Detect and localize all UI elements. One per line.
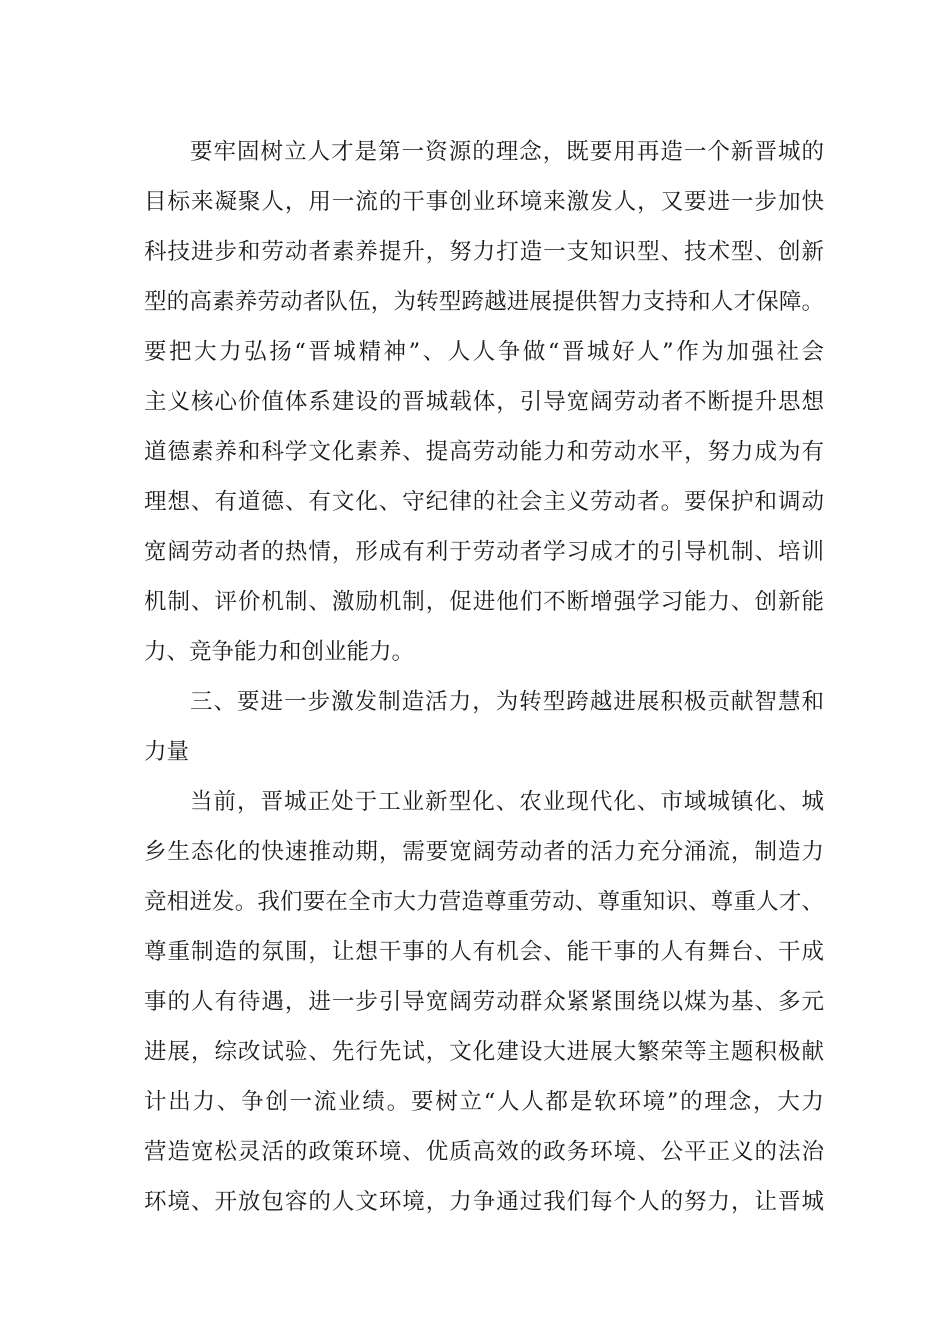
paragraph-line: 环境、开放包容的人文环境，力争通过我们每个人的努力，让晋城 (144, 1189, 824, 1215)
paragraph-line: 要把大力弘扬“晋城精神”、人人争做“晋城好人”作为加强社会 (144, 339, 824, 365)
paragraph-line: 力、竞争能力和创业能力。 (144, 639, 415, 665)
section-heading-line: 三、要进一步激发制造活力，为转型跨越进展积极贡献智慧和 (190, 689, 824, 715)
paragraph-line: 理想、有道德、有文化、守纪律的社会主义劳动者。要保护和调动 (144, 489, 824, 515)
paragraph-line: 道德素养和科学文化素养、提高劳动能力和劳动水平，努力成为有 (144, 439, 824, 465)
section-heading-line: 力量 (144, 739, 190, 765)
paragraph-line: 型的高素养劳动者队伍，为转型跨越进展提供智力支持和人才保障。 (144, 289, 824, 315)
paragraph-line: 尊重制造的氛围，让想干事的人有机会、能干事的人有舞台、干成 (144, 939, 824, 965)
paragraph-line: 事的人有待遇，进一步引导宽阔劳动群众紧紧围绕以煤为基、多元 (144, 989, 824, 1015)
paragraph-line: 宽阔劳动者的热情，形成有利于劳动者学习成才的引导机制、培训 (144, 539, 824, 565)
paragraph-line: 主义核心价值体系建设的晋城载体，引导宽阔劳动者不断提升思想 (144, 389, 824, 415)
paragraph-line: 目标来凝聚人，用一流的干事创业环境来激发人，又要进一步加快 (144, 189, 824, 215)
paragraph-line: 要牢固树立人才是第一资源的理念，既要用再造一个新晋城的 (190, 139, 824, 165)
paragraph-line: 竞相迸发。我们要在全市大力营造尊重劳动、尊重知识、尊重人才、 (144, 889, 824, 915)
paragraph-line: 科技进步和劳动者素养提升，努力打造一支知识型、技术型、创新 (144, 239, 824, 265)
paragraph-line: 计出力、争创一流业绩。要树立“人人都是软环境”的理念，大力 (144, 1089, 824, 1115)
paragraph-line: 进展，综改试验、先行先试，文化建设大进展大繁荣等主题积极献 (144, 1039, 824, 1065)
paragraph-line: 当前，晋城正处于工业新型化、农业现代化、市域城镇化、城 (190, 789, 824, 815)
paragraph-line: 乡生态化的快速推动期，需要宽阔劳动者的活力充分涌流，制造力 (144, 839, 824, 865)
paragraph-line: 机制、评价机制、激励机制，促进他们不断增强学习能力、创新能 (144, 589, 824, 615)
paragraph-line: 营造宽松灵活的政策环境、优质高效的政务环境、公平正义的法治 (144, 1139, 824, 1165)
